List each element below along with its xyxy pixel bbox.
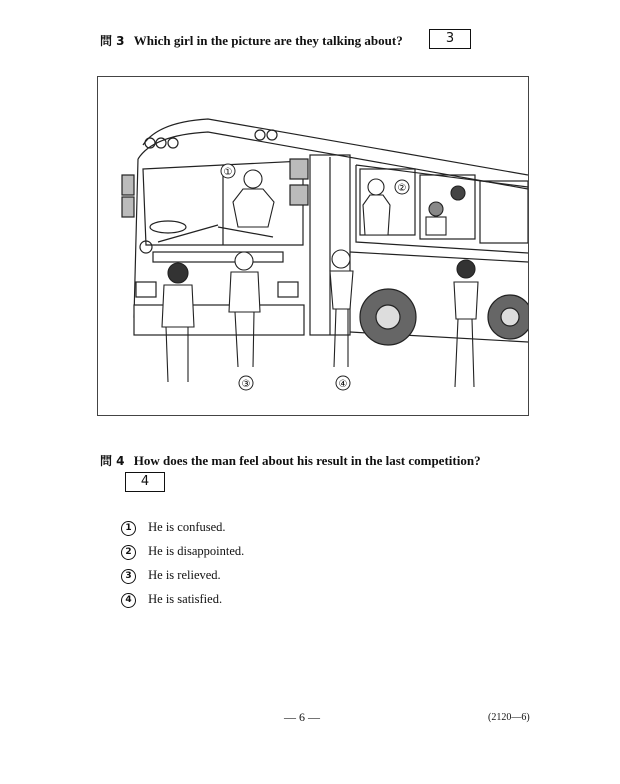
option-4-mark: 4 — [121, 593, 136, 608]
question-4-text: How does the man feel about his result in the last competition? — [133, 453, 481, 468]
question-4 — [100, 452, 481, 469]
question-3-number: 問 3 — [100, 34, 125, 48]
figure-label-1: ① — [223, 167, 233, 178]
figure-label-3: ③ — [241, 379, 251, 390]
option-3-text: He is relieved. — [148, 568, 221, 582]
option-2-text: He is disappointed. — [148, 544, 245, 558]
option-1-mark: 1 — [121, 521, 136, 536]
answer-box-4: 4 — [125, 472, 165, 492]
option-3[interactable] — [121, 568, 221, 584]
option-3-mark: 3 — [121, 569, 136, 584]
figure-label-2: ② — [397, 183, 407, 194]
form-code: (2120—6) — [488, 712, 530, 723]
bus-scene-image — [98, 77, 528, 415]
figure-label-4: ④ — [338, 379, 348, 390]
option-2[interactable] — [121, 544, 244, 560]
option-4-text: He is satisfied. — [148, 592, 223, 606]
option-1[interactable] — [121, 520, 226, 536]
question-3-text: Which girl in the picture are they talking about? — [133, 33, 403, 48]
answer-box-3: 3 — [429, 29, 471, 49]
bus-illustration — [97, 76, 529, 416]
page-number: — 6 — — [284, 710, 320, 724]
option-1-text: He is confused. — [148, 520, 226, 534]
option-4[interactable] — [121, 592, 222, 608]
question-4-number: 問 4 — [100, 454, 125, 468]
option-2-mark: 2 — [121, 545, 136, 560]
question-3 — [100, 32, 403, 49]
